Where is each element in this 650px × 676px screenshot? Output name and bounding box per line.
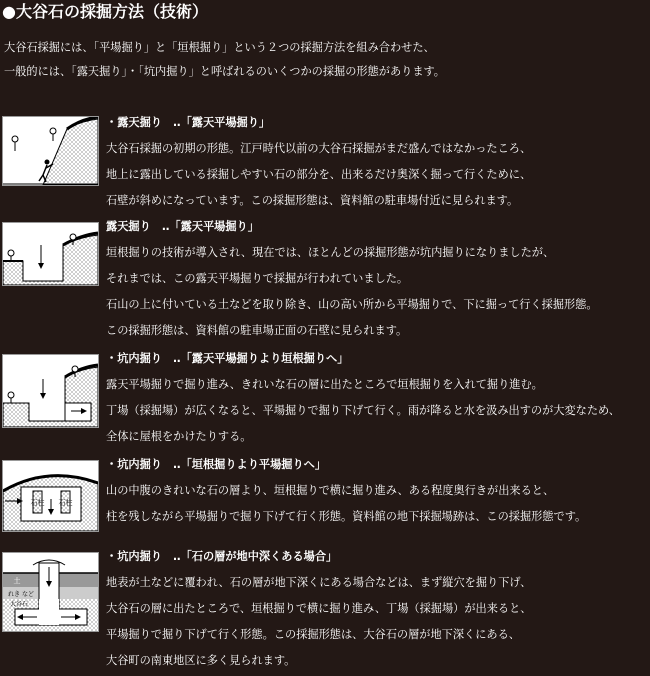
method-line: 大谷石採掘の初期の形態。江戸時代以前の大谷石採掘がまだ盛んではなかったころ、 — [106, 142, 532, 155]
method-line: 石山の上に付いている土などを取り除き、山の高い所から平場掘りで、下に掘って行く採掘形態。 — [106, 298, 598, 311]
open-pit-flat-diagram — [2, 222, 99, 286]
method-line: 平場掘りで掘り下げて行く形態。この採掘形態は、大谷石の層が地下深くにある、 — [106, 628, 520, 641]
pillar-label: 石柱 — [58, 499, 73, 507]
underground-deep-diagram — [2, 552, 99, 632]
underground-hillside-diagram — [2, 460, 99, 532]
method-text — [106, 110, 531, 214]
method-line: 垣根掘りの技術が導入され、現在では、ほとんどの採掘形態が坑内掘りになりましたが、 — [106, 246, 555, 259]
method-line: 山の中腹のきれいな石の層より、垣根掘りで横に掘り進み、ある程度奥行きが出来ると、 — [106, 484, 555, 497]
method-line: 露天平場掘りで掘り進み、きれいな石の層に出たところで垣根掘りを入れて掘り進む。 — [106, 378, 543, 391]
method-underground-hillside — [0, 452, 650, 544]
method-underground-from-open — [0, 346, 650, 452]
method-line: それまでは、この露天平場掘りで採掘が行われていました。 — [106, 272, 409, 285]
open-pit-slope-diagram — [2, 116, 99, 186]
method-open-pit-early — [0, 110, 650, 210]
method-heading: ・坑内掘り ‥「石の層が地中深くある場合」 — [106, 550, 338, 563]
oya-stone-label: 大谷石 — [9, 601, 29, 608]
gravel-label: れき など — [8, 591, 34, 598]
underground-from-open-diagram — [2, 354, 99, 428]
method-heading: ・露天掘り ‥「露天平場掘り」 — [106, 116, 271, 129]
pillar-label: 石柱 — [30, 499, 45, 507]
method-line: 地表が土などに覆われ、石の層が地下深くにある場合などは、まず縦穴を掘り下げ、 — [106, 576, 532, 589]
method-text — [106, 346, 620, 450]
method-text — [106, 544, 531, 674]
method-text — [106, 452, 586, 530]
method-underground-deep — [0, 544, 650, 676]
method-line: 柱を残しながら平場掘りで掘り下げて行く形態。資料館の地下採掘場跡は、この採掘形態です。 — [106, 510, 587, 523]
intro-text — [4, 36, 445, 84]
method-text — [106, 214, 598, 344]
method-line: 丁場（採掘場）が広くなると、平場掘りで掘り下げて行く。雨が降ると水を汲み出すのが大変なため、 — [106, 404, 620, 417]
method-heading: 露天掘り ‥「露天平場掘り」 — [106, 220, 259, 233]
method-heading: ・坑内掘り ‥「垣根掘りより平場掘りへ」 — [106, 458, 327, 471]
method-heading: ・坑内掘り ‥「露天平場掘りより垣根掘りへ」 — [106, 352, 349, 365]
intro-line: 大谷石採掘には、「平場掘り」と「垣根掘り」という２つの採掘方法を組み合わせた、 — [4, 41, 435, 54]
method-line: 大谷石の層に出たところで、垣根掘りで横に掘り進み、丁場（採掘場）が出来ると、 — [106, 602, 532, 615]
soil-label: 土 — [13, 577, 21, 585]
page-title: ●大谷石の採掘方法（技術） — [2, 2, 208, 21]
method-line: 全体に屋根をかけたりする。 — [106, 430, 252, 443]
method-line: この採掘形態は、資料館の駐車場正面の石壁に見られます。 — [106, 324, 408, 337]
method-line: 大谷町の南東地区に多く見られます。 — [106, 654, 296, 667]
intro-line: 一般的には、「露天掘り」・「坑内掘り」と呼ばれるのいくつかの採掘の形態があります。 — [4, 65, 445, 78]
method-line: 地上に露出している採掘しやすい石の部分を、出来るだけ奥深く掘って行くために、 — [106, 168, 532, 181]
method-line: 石壁が斜めになっています。この採掘形態は、資料館の駐車場付近に見られます。 — [106, 194, 519, 207]
method-open-pit-flat — [0, 214, 650, 344]
